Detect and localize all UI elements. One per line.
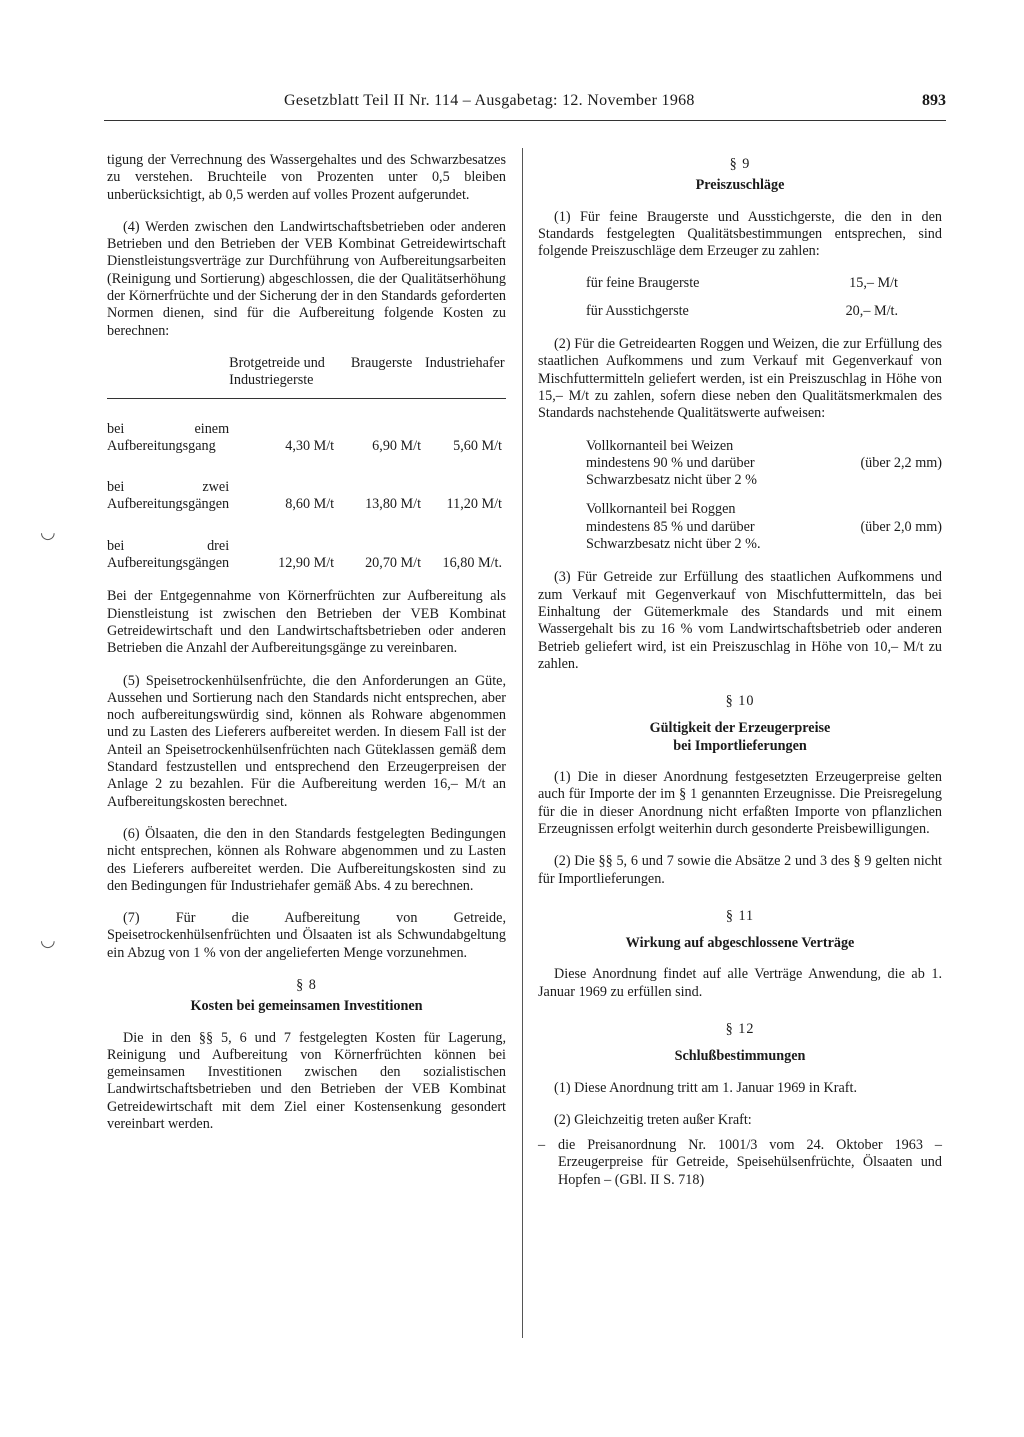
header-rule xyxy=(104,120,946,121)
cell-value: 6,90 M/t xyxy=(372,437,422,454)
price-label: für Ausstichgerste xyxy=(586,302,689,319)
quality-line: Schwarzbesatz nicht über 2 % xyxy=(586,472,757,489)
table-row xyxy=(107,516,506,575)
section-12-paragraph-2: (2) Gleichzeitig treten außer Kraft: xyxy=(554,1111,752,1128)
table-row xyxy=(107,457,506,516)
cell-value: 11,20 M/t xyxy=(446,496,502,513)
quality-note: (über 2,0 mm) xyxy=(860,518,942,535)
page-number: 893 xyxy=(922,92,946,109)
quality-block xyxy=(538,438,942,490)
section-11-paragraph: Diese Anordnung findet auf alle Verträge Anwendung, die ab 1. Januar 1969 zu erfüllen sind. xyxy=(538,966,942,1000)
margin-mark-icon: ◡ xyxy=(40,930,56,950)
table-header-braugerste: Braugerste xyxy=(338,355,425,398)
section-11-title: Wirkung auf abgeschlossene Verträge xyxy=(625,935,855,952)
section-11-number: § 11 xyxy=(725,907,755,924)
section-10-paragraph-1: (1) Die in dieser Anordnung festgesetzten Erzeugerpreise gelten auch für Importe der im § 1 genannten Erzeugnisse. Die Preisregelung für die in dieser Anordnung nicht erfaßten Importe von pflanzlichen Erzeugnissen erfolgt weiterhin durch gesonderte Preisbewilligungen. xyxy=(538,769,942,837)
repealed-item xyxy=(538,1137,942,1189)
cell-value: 13,80 M/t xyxy=(365,496,422,513)
quality-line: mindestens 90 % und darüber xyxy=(586,454,755,471)
table-header-blank xyxy=(107,355,229,398)
section-9-paragraph-3: (3) Für Getreide zur Erfüllung des staatlichen Aufkommens und zum Verkauf mit Gegenverkauf von Mischfuttermitteln, das bei Einhaltung der Gütemerkmale des Standards und mit einem Wassergehalt bis zu 16 % vom Landwirtschaftsbetrieb oder anderen Betrieb geliefert wird, ist ein Preiszuschlag in Höhe von 10,– M/t zu zahlen. xyxy=(538,569,942,672)
column-divider xyxy=(522,148,523,1338)
price-row xyxy=(538,303,942,320)
page-header xyxy=(104,92,946,122)
section-12-number: § 12 xyxy=(725,1020,755,1037)
section-9-title: Preiszuschläge xyxy=(695,177,785,194)
cell-value: 20,70 M/t xyxy=(365,555,422,572)
price-row xyxy=(538,275,942,292)
left-column xyxy=(107,152,506,1148)
repealed-item-text: die Preisanordnung Nr. 1001/3 vom 24. Oktober 1963 – Erzeugerpreise für Getreide, Speisehülsenfrüchte, Ölsaaten und Hopfen – (GBl. II S. 718) xyxy=(558,1137,942,1188)
section-10-number: § 10 xyxy=(725,693,755,710)
table-row xyxy=(107,398,506,457)
section-9-paragraph-2: (2) Für die Getreidearten Roggen und Weizen, die zur Erfüllung des staatlichen Aufkommens und zum Verkauf mit Gegenverkauf von Mischfuttermitteln geliefert werden, ist ein Preiszuschlag in Höhe von 15,– M/t zu zahlen, sofern diese neben den Qualitätsmerkmalen des Standards nachstehende Qualitätswerte aufweisen: xyxy=(538,336,942,422)
quality-line: Vollkornanteil bei Roggen xyxy=(586,501,736,518)
right-column xyxy=(538,152,942,1199)
table-header-industriehafer: Industriehafer xyxy=(425,355,506,398)
margin-mark-icon: ◡ xyxy=(40,522,56,542)
paragraph-6: (6) Ölsaaten, die den in den Standards festgelegten Bedingungen nicht entsprechen, können als Rohware abgenommen und zu Lasten des Lieferers aufbereitet werden. Die Aufbereitungskosten sind zu den Bedingungen für Industriehafer gemäß Abs. 4 zu berechnen. xyxy=(107,825,506,894)
section-8-number: § 8 xyxy=(296,976,317,993)
section-9-number: § 9 xyxy=(729,156,751,172)
paragraph-dienstleistung: Bei der Entgegennahme von Körnerfrüchten zur Aufbereitung als Dienstleistung ist zwischen den Betrieben der VEB Kombinat Getreidewirtschaft und den Landwirtschaftsbetrieben oder anderen Betrieben die Anzahl der Aufbereitungsgänge zu vereinbaren. xyxy=(107,588,506,657)
cost-table xyxy=(107,355,506,574)
cell-value: 12,90 M/t xyxy=(278,555,335,572)
dash-marker: – xyxy=(538,1137,546,1154)
cell-value: 8,60 M/t xyxy=(285,496,335,513)
paragraph-continuation: tigung der Verrechnung des Wassergehaltes und des Schwarzbesatzes zu verstehen. Bruchteile von Prozenten unter 0,5 bleiben unberücksichtigt, ab 0,5 werden auf volles Prozent aufgerundet. xyxy=(107,152,506,203)
paragraph-4: (4) Werden zwischen den Landwirtschaftsbetrieben oder anderen Betrieben und den Betrieben der VEB Kombinat Getreidewirtschaft Dienstleistungsverträge zur Durchführung von Aufbereitungsarbeiten (Reinigung und Sortierung) abgeschlossen, die der Qualitätserhöhung der Körnerfrüchte und der Sicherung der in den Standards geforderten Normen dienen, sind für die Aufbereitung folgende Kosten zu berechnen: xyxy=(107,218,506,339)
section-12-title: Schlußbestimmungen xyxy=(674,1048,806,1065)
paragraph-7: (7) Für die Aufbereitung von Getreide, Speisetrockenhülsenfrüchten und Ölsaaten ist als Schwundabgeltung ein Abzug von 1 % von der angelieferten Menge vorzunehmen. xyxy=(107,910,506,961)
price-label: für feine Braugerste xyxy=(586,275,700,292)
table-header-brotgetreide: Brotgetreide und Industriegerste xyxy=(229,355,338,398)
quality-line: Schwarzbesatz nicht über 2 %. xyxy=(586,536,761,553)
cell-value: 5,60 M/t xyxy=(453,437,502,454)
section-8-title: Kosten bei gemeinsamen Investitionen xyxy=(190,998,423,1015)
section-10-paragraph-2: (2) Die §§ 5, 6 und 7 sowie die Absätze 2 und 3 des § 9 gelten nicht für Importlieferungen. xyxy=(538,853,942,887)
quality-lines xyxy=(586,501,761,553)
section-10-title-line-1: Gültigkeit der Erzeugerpreise xyxy=(649,720,831,737)
quality-block xyxy=(538,501,942,553)
cell-value: 16,80 M/t. xyxy=(442,555,502,572)
row-label: bei einem Aufbereitungsgang xyxy=(107,420,230,454)
section-9-paragraph-1: (1) Für feine Braugerste und Ausstichgerste, die den in den Standards festgelegten Qualitätsbestimmungen entsprechen, sind folgende Preiszuschläge dem Erzeuger zu zahlen: xyxy=(538,208,942,260)
paragraph-5: (5) Speisetrockenhülsenfrüchte, die den Anforderungen an Güte, Aussehen und Sortierung nach den Standards nicht entsprechen, aber noch aufbereitungswürdig sind, können als Rohware abgenommen und zu Lasten des Lieferers aufbereitet werden. In diesem Fall ist der Anteil an Speisetrockenhülsenfrüchten nach Güteklassen gemäß dem Standard festzustellen und entsprechend den Erzeugerpreisen der Anlage 2 zu bezahlen. Für die Aufbereitung werden 16,– M/t an Aufbereitungskosten berechnet. xyxy=(107,672,506,810)
header-title: Gesetzblatt Teil II Nr. 114 – Ausgabetag: 12. November 1968 xyxy=(284,92,695,109)
price-value: 20,– M/t. xyxy=(845,302,898,319)
row-label: bei zwei Aufbereitungsgängen xyxy=(107,479,230,513)
section-12-paragraph-1: (1) Diese Anordnung tritt am 1. Januar 1969 in Kraft. xyxy=(554,1079,857,1096)
section-8-paragraph: Die in den §§ 5, 6 und 7 festgelegten Kosten für Lagerung, Reinigung und Aufbereitung von Körnerfrüchten können bei gemeinsamen Investitionen zwischen den sozialistischen Landwirtschaftsbetrieben und den Betrieben der VEB Kombinat Getreidewirtschaft mit dem Ziel einer Kostensenkung gesondert vereinbart werden. xyxy=(107,1029,506,1133)
quality-line: Vollkornanteil bei Weizen xyxy=(586,437,734,454)
cell-value: 4,30 M/t xyxy=(285,437,335,454)
quality-note: (über 2,2 mm) xyxy=(860,454,942,471)
row-label: bei drei Aufbereitungsgängen xyxy=(107,537,230,572)
section-10-title-line-2: bei Importlieferungen xyxy=(673,737,807,754)
quality-line: mindestens 85 % und darüber xyxy=(586,518,755,535)
quality-lines xyxy=(586,438,757,490)
price-value: 15,– M/t xyxy=(849,275,898,292)
